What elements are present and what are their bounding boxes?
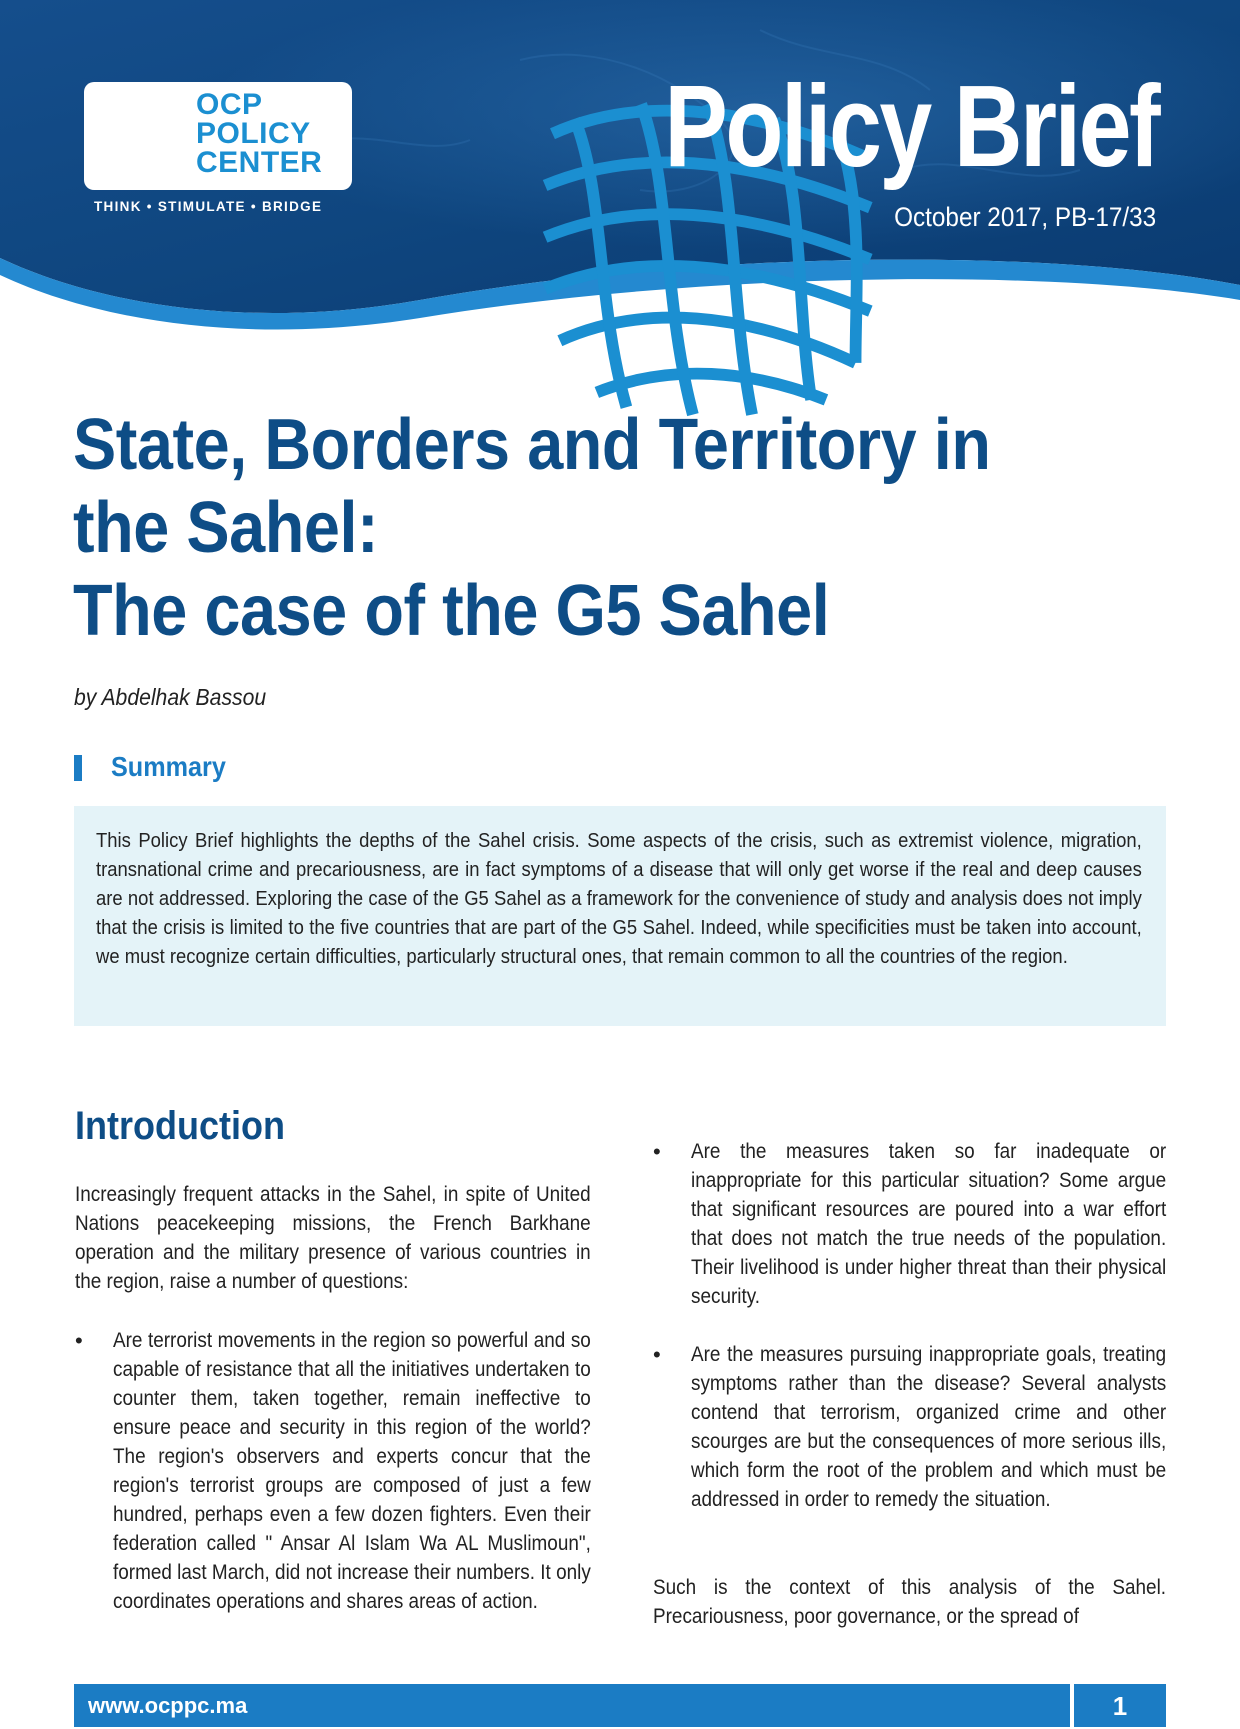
logo-tagline: THINK • STIMULATE • BRIDGE [94, 199, 323, 214]
brief-date-reference: October 2017, PB-17/33 [893, 202, 1156, 232]
author-byline: by Abdelhak Bassou [74, 684, 267, 710]
page-number-box [1074, 1684, 1166, 1727]
bullet-icon: • [653, 1139, 661, 1164]
paragraph-text: Such is the context of this analysis of the Sahel. Precariousness, poor governance, or the spread of [653, 1575, 1167, 1628]
logo-text-line: POLICY [196, 117, 311, 150]
paragraph-text: Increasingly frequent attacks in the Sahel, in spite of United Nations peacekeeping missions, the French Barkhane operation and the military presence of various countries in the region, raise a number of questions: [75, 1182, 591, 1293]
title-line: State, Borders and Territory in [73, 405, 991, 485]
bullet-icon: • [75, 1328, 83, 1353]
summary-heading: Summary [111, 751, 226, 782]
document-title [73, 404, 1173, 653]
summary-text: This Policy Brief highlights the depths of the Sahel crisis. Some aspects of the crisis, such as extremist violence, migration, transnational crime and precariousness, are in fact symptoms of a disease that will only get worse if the real and deep causes are not addressed. Exploring the case of the G5 Sahel as a framework for the convenience of study and analysis does not imply that the crisis is limited to the five countries that are part of the G5 Sahel. Indeed, while specificities must be taken into account, we must recognize certain difficulties, particularly structural ones, that remain common to all the countries of the region. [96, 829, 1142, 968]
bullet-icon: • [653, 1342, 661, 1367]
page-number: 1 [1112, 1691, 1128, 1721]
list-item-text: Are terrorist movements in the region so powerful and so capable of resistance that all the initiatives undertaken to counter them, taken together, remain ineffective to ensure peace and security in this region of the world? The region's observers and experts concur that the region's terrorist groups are composed of just a few hundred, perhaps even a few dozen fighters. Even their federation called " Ansar Al Islam Wa AL Muslimoun", formed last March, did not increase their numbers. It only coordinates operations and shares areas of action. [113, 1328, 591, 1613]
logo-text-line: CENTER [196, 146, 323, 179]
page-footer [74, 1684, 1166, 1727]
list-item-text: Are the measures pursuing inappropriate goals, treating symptoms rather than the disease? Several analysts contend that terrorism, organized crime and other scourges are but the consequences of more serious ills, which form the root of the problem and which must be addressed in order to remedy the situation. [691, 1342, 1167, 1511]
summary-box [74, 806, 1166, 1026]
logo [84, 82, 352, 190]
website-link[interactable]: www.ocppc.ma [88, 1693, 248, 1718]
closing-paragraph [653, 1573, 1166, 1631]
brief-type-title: Policy Brief [664, 61, 1158, 191]
title-line: The case of the G5 Sahel [73, 571, 830, 651]
summary-accent-bar [74, 755, 82, 781]
introduction-heading: Introduction [75, 1104, 285, 1148]
header-banner [0, 0, 1240, 340]
introduction-paragraph [75, 1180, 591, 1296]
footer-bar [74, 1684, 1070, 1727]
list-item-text: Are the measures taken so far inadequate or inappropriate for this particular situation? Some argue that significant resources are poured into a war effort that does not match the true needs of the population. Their livelihood is under higher threat than their physical security. [691, 1139, 1167, 1308]
title-line: the Sahel: [73, 488, 379, 568]
logo-text-line: OCP [196, 88, 263, 121]
